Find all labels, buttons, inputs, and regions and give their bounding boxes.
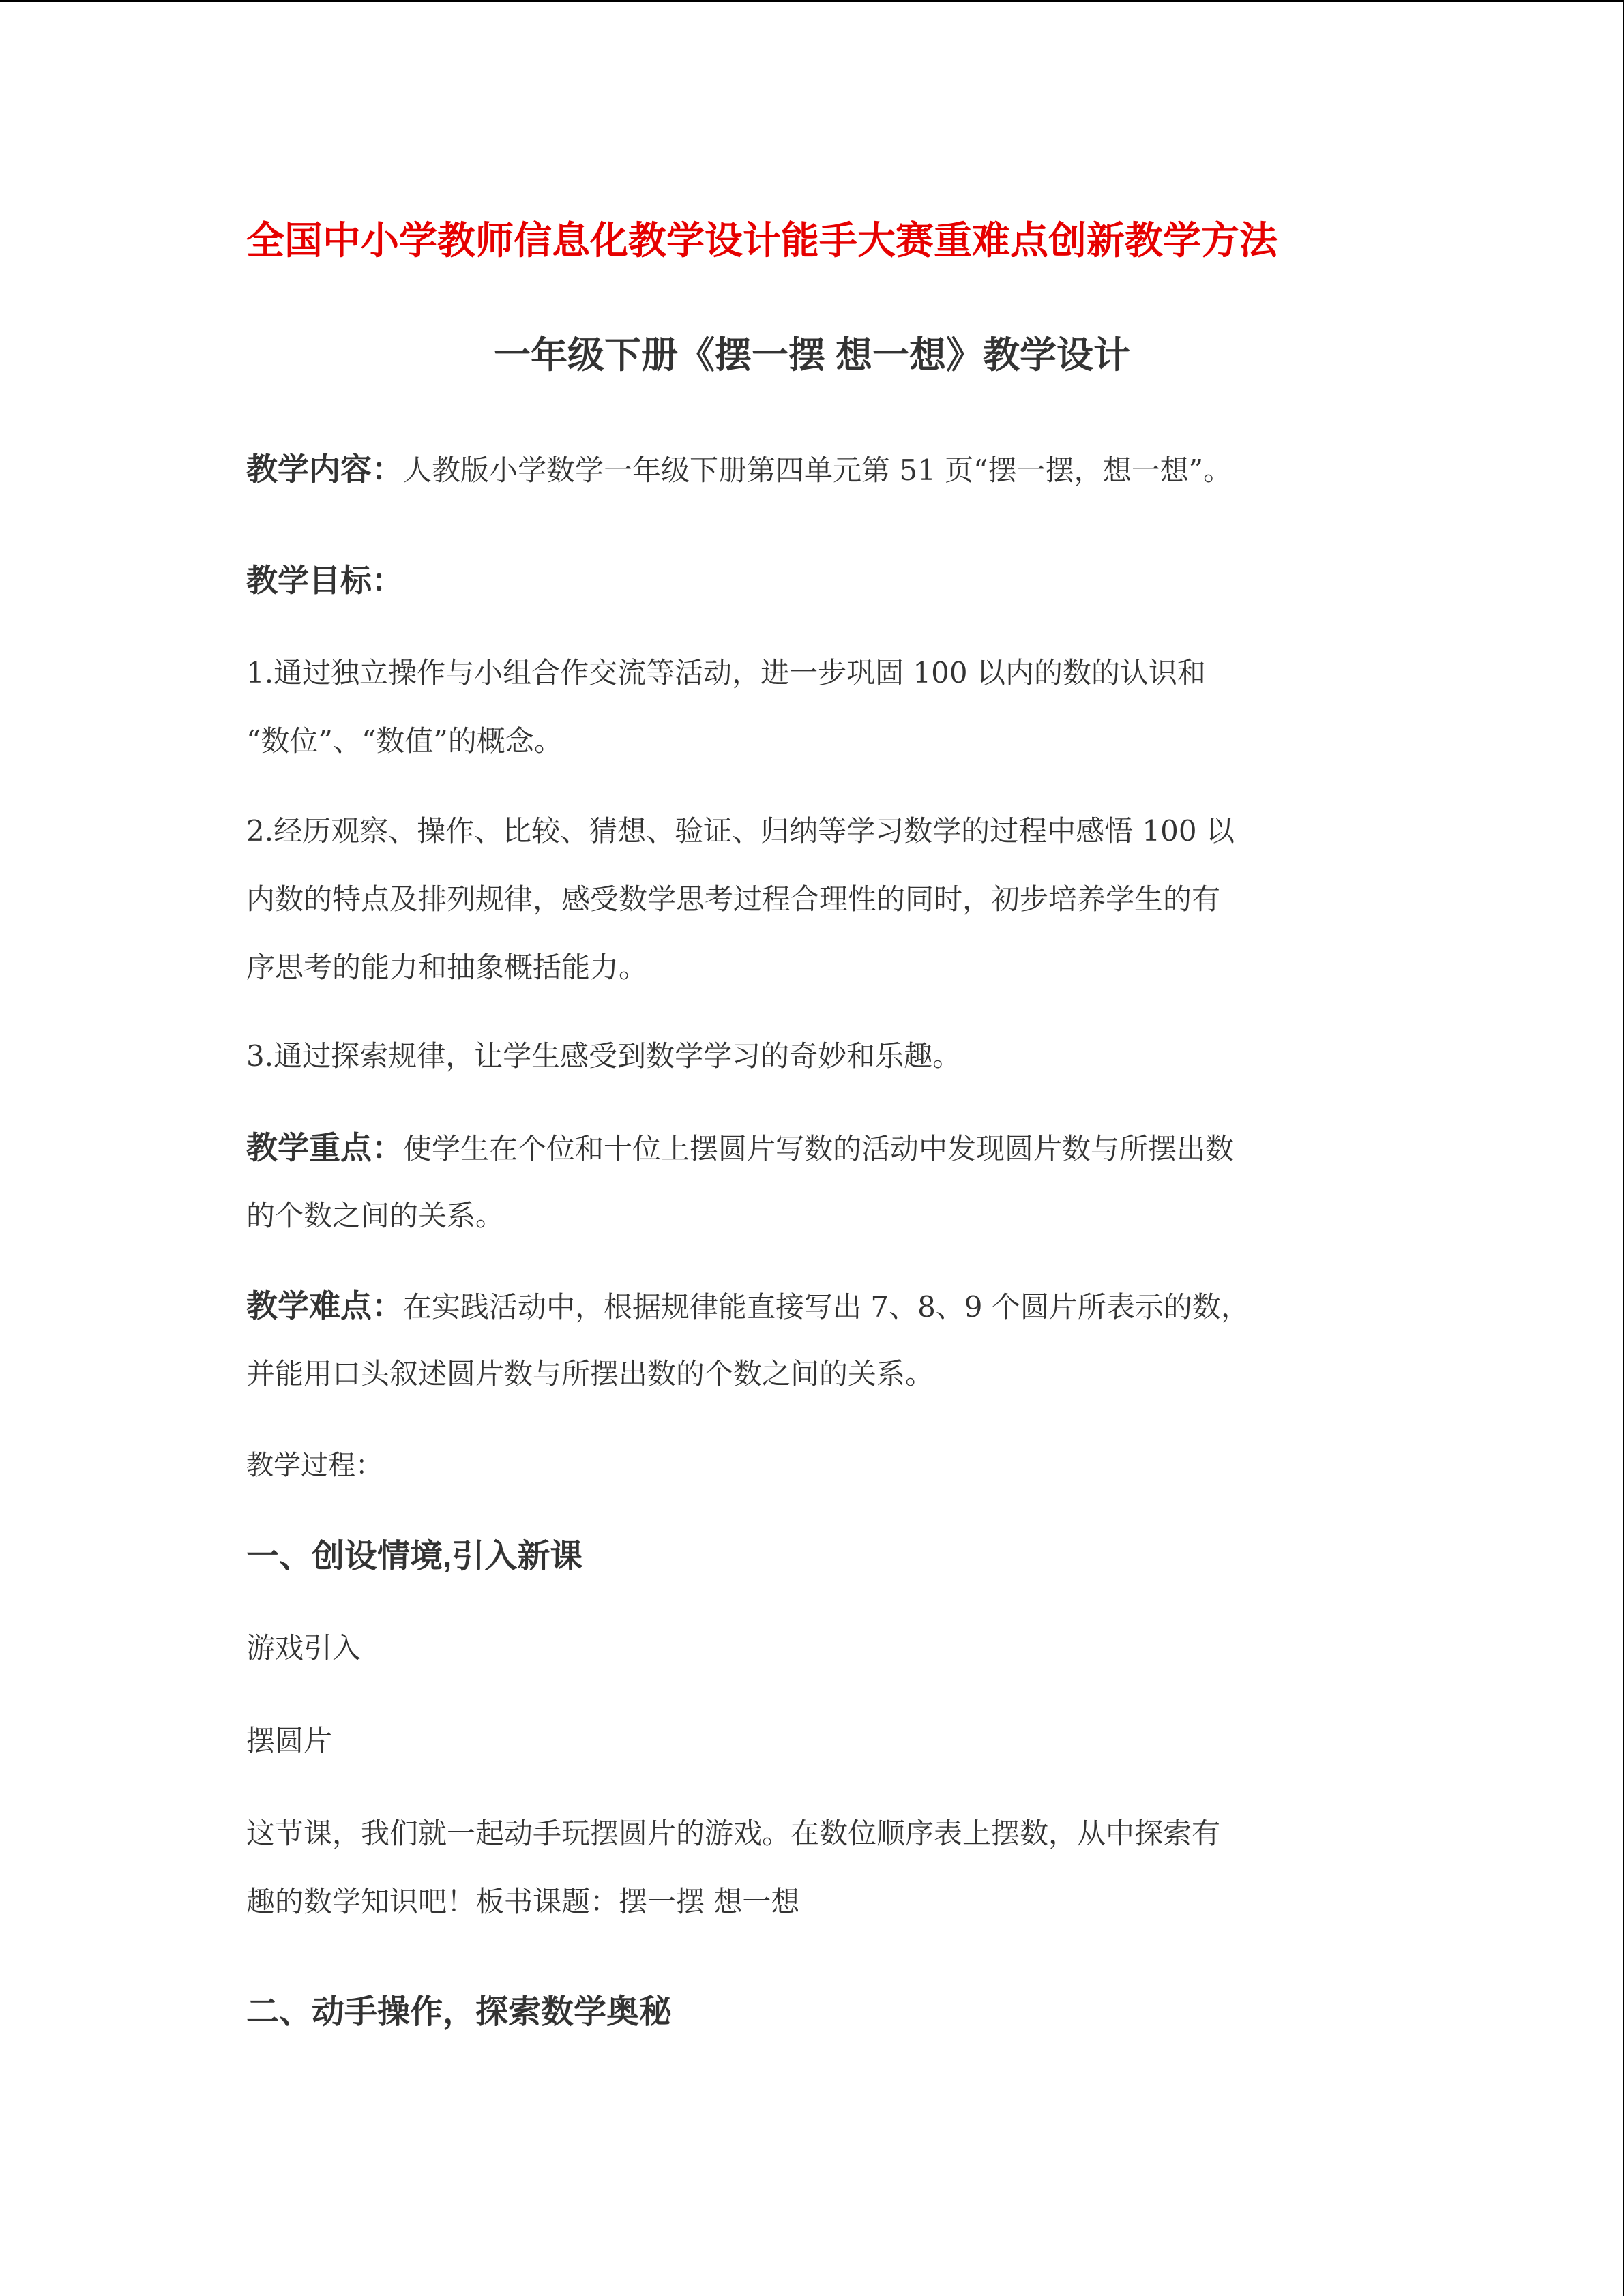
goal-2-line-2: 内数的特点及排列规律，感受数学思考过程合理性的同时，初步培养学生的有 (246, 882, 1221, 916)
section-1-text-1: 这节课，我们就一起动手玩摆圆片的游戏。在数位顺序表上摆数，从中探索有 (246, 1817, 1221, 1850)
goal-3-line-1: 3.通过探索规律，让学生感受到数学学习的奇妙和乐趣。 (246, 1039, 962, 1073)
key-point (246, 1114, 1378, 1183)
section-1-sub-2: 摆圆片 (246, 1724, 333, 1757)
teaching-content (246, 435, 1378, 505)
teaching-content-text: 人教版小学数学一年级下册第四单元第 51 页“摆一摆，想一想”。 (403, 453, 1232, 487)
contest-title: 全国中小学教师信息化教学设计能手大赛重难点创新教学方法 (246, 219, 1278, 262)
process-heading: 教学过程： (246, 1450, 383, 1481)
section-1-title: 一、创设情境,引入新课 (246, 1538, 583, 1575)
section-2-title: 二、动手操作，探索数学奥秘 (246, 1994, 673, 2030)
goal-1-line-2: “数位”、“数值”的概念。 (246, 724, 563, 758)
goal-2-line-3: 序思考的能力和抽象概括能力。 (246, 951, 648, 984)
difficulty-text-2: 并能用口头叙述圆片数与所摆出数的个数之间的关系。 (246, 1357, 934, 1390)
difficulty-label: 教学难点： (246, 1288, 403, 1324)
difficulty (246, 1272, 1378, 1341)
goal-2-line-1: 2.经历观察、操作、比较、猜想、验证、归纳等学习数学的过程中感悟 100 以 (246, 814, 1235, 848)
lesson-title: 一年级下册《摆一摆 想一想》教学设计 (493, 335, 1130, 376)
teaching-content-label: 教学内容： (246, 451, 403, 487)
section-1-text-2: 趣的数学知识吧！板书课题：摆一摆 想一想 (246, 1885, 800, 1918)
goals-heading: 教学目标： (246, 563, 403, 598)
key-point-text-1: 使学生在个位和十位上摆圆片写数的活动中发现圆片数与所摆出数 (403, 1132, 1235, 1165)
key-point-label: 教学重点： (246, 1130, 403, 1165)
key-point-text-2: 的个数之间的关系。 (246, 1199, 505, 1232)
section-1-sub-1: 游戏引入 (246, 1631, 361, 1665)
difficulty-text-1: 在实践活动中，根据规律能直接写出 7、8、9 个圆片所表示的数， (403, 1290, 1250, 1324)
goal-1-line-1: 1.通过独立操作与小组合作交流等活动，进一步巩固 100 以内的数的认识和 (246, 656, 1206, 689)
